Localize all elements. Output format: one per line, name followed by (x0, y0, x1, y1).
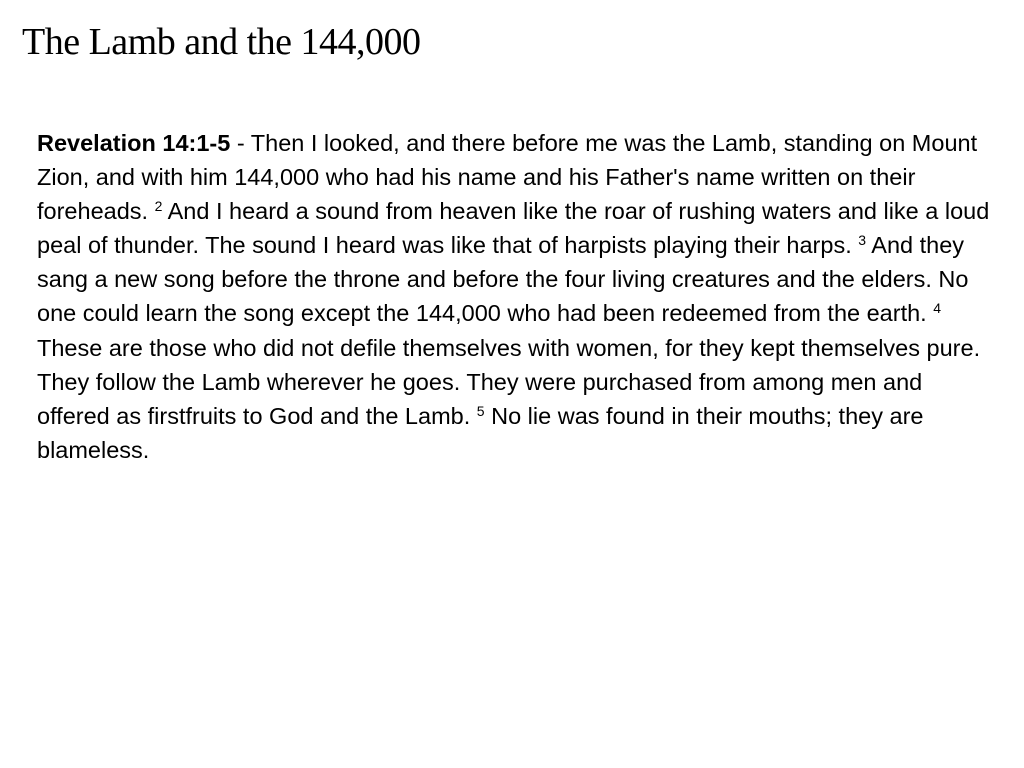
verse-4-number: 4 (933, 300, 942, 317)
verse-5-number: 5 (476, 402, 485, 419)
reference-separator: - (230, 130, 251, 156)
verse-4-text: These are those who did not defile themselves with women, for they kept themselves pure. They follow the Lamb wherever he goes. They were purchased from among men and offered as firstfruits to God and the Lamb. (37, 334, 981, 429)
verse-3-text: And they sang a new song before the throne and before the four living creatures and the elders. No one could learn the song except the 144,000 who had been redeemed from the earth. (37, 232, 969, 327)
verse-2-number: 2 (154, 198, 163, 215)
verse-5-text: No lie was found in their mouths; they are blameless. (37, 402, 924, 463)
scripture-passage (37, 126, 997, 467)
scripture-reference: Revelation 14:1-5 (37, 130, 231, 156)
verse-2-text: And I heard a sound from heaven like the roar of rushing waters and like a loud peal of thunder. The sound I heard was like that of harpists playing their harps. (37, 198, 990, 259)
verse-1-text: Then I looked, and there before me was the Lamb, standing on Mount Zion, and with him 144,000 who had his name and his Father's name written on their foreheads. (37, 130, 978, 225)
verse-3-number: 3 (858, 232, 867, 249)
slide-title: The Lamb and the 144,000 (22, 21, 421, 63)
